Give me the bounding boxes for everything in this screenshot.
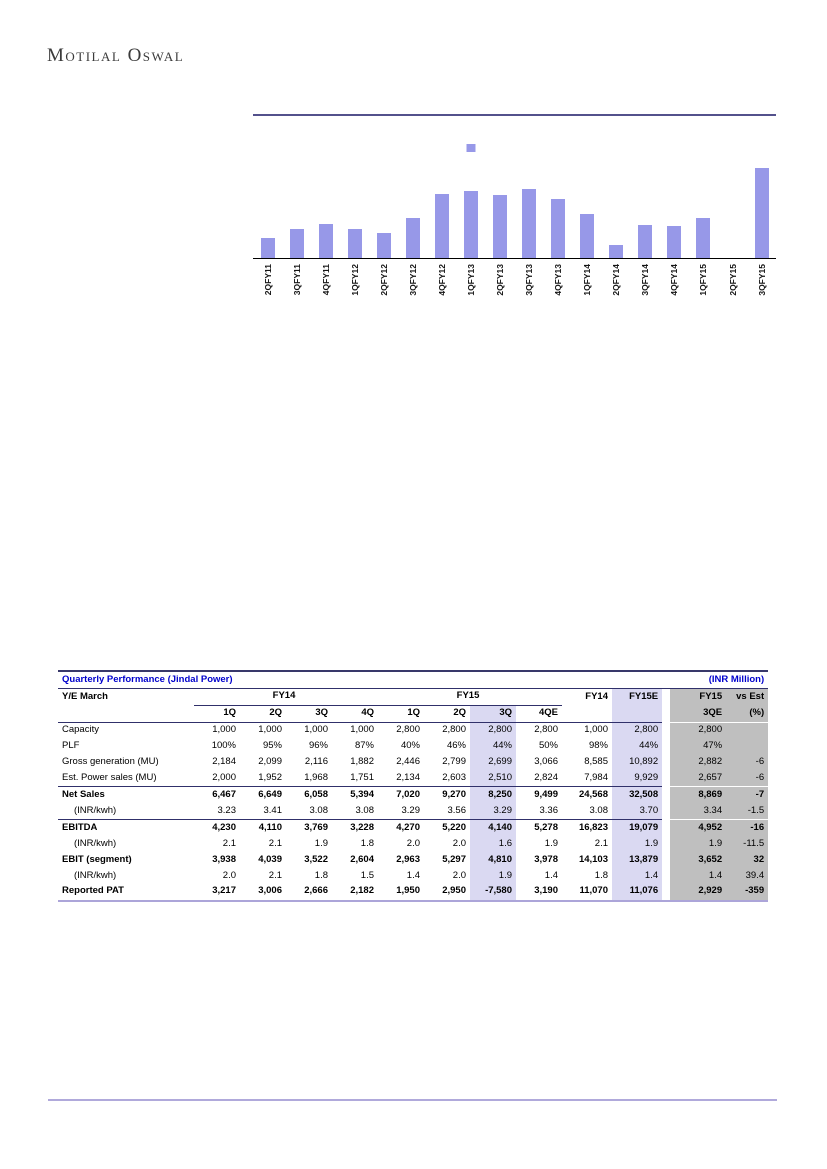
value-cell: 1,882 [350,756,374,768]
value-cell: 87% [354,740,374,752]
q-header: 1Q [378,705,424,722]
x-tick-slot [253,264,282,314]
value-cell: 1.4 [612,868,662,884]
ye-march-label: Y/E March [62,690,108,702]
q-header: 2Q [424,705,470,722]
value-cell: 13,879 [612,852,662,868]
value-cell: 3.08 [562,803,612,819]
value-cell: 3,006 [258,885,282,897]
x-tick-label: 2QFY12 [378,264,389,296]
x-tick-slot [456,264,485,314]
value-cell: 2.1 [222,837,236,849]
bar-3QFY13 [522,189,536,258]
value-cell: 2,699 [470,755,516,771]
bar-slot [311,116,340,258]
value-cell: 2,666 [304,885,328,897]
value-cell: 2,603 [424,771,470,787]
bar-slot [253,116,282,258]
value-cell: 4,270 [396,821,420,833]
value-cell: 3.08 [286,803,332,819]
value-cell: 1,968 [286,771,332,787]
value-cell: -7,580 [470,884,516,900]
bar-slot [282,116,311,258]
value-cell: -7 [726,787,768,803]
table-row [58,739,768,755]
bar-chart [253,114,776,314]
value-cell: 2.0 [452,837,466,849]
value-cell: 6,058 [304,788,328,800]
value-cell: 1.9 [470,868,516,884]
bar-3QFY12 [406,218,420,258]
value-cell: 2,799 [442,756,466,768]
value-cell: 2,929 [670,884,726,900]
bar-1QFY13 [464,191,478,258]
x-tick-label: 1QFY14 [582,264,593,296]
value-cell: 4,230 [212,821,236,833]
bar-slot [340,116,369,258]
x-tick-label: 2QFY13 [495,264,506,296]
bar-slot [573,116,602,258]
spacer [662,820,670,836]
spacer [662,705,670,722]
gray-vsest-header: vs Est [726,688,768,705]
bar-slot [544,116,573,258]
value-cell: 4,952 [670,820,726,836]
bar-slot [631,116,660,258]
x-tick-label: 1QFY12 [349,264,360,296]
bar-3QFY11 [290,229,304,258]
x-tick-label: 3QFY11 [291,264,302,296]
value-cell [726,739,768,755]
row-label: (INR/kwh) [58,803,194,819]
gray-fy15-header: FY15 [670,688,726,705]
table-row [58,852,768,868]
value-cell: 98% [588,740,608,752]
table-title: Quarterly Performance (Jindal Power) [58,672,662,688]
bar-slot [718,116,747,258]
value-cell: 2,000 [194,771,240,787]
value-cell: 2,800 [670,722,726,738]
fy14-annual-header: FY14 [585,690,608,702]
value-cell: 4,810 [470,852,516,868]
gray-3qe-header: 3QE [670,705,726,722]
value-cell: 3,217 [212,885,236,897]
value-cell: -11.5 [726,836,768,852]
value-cell: 44% [612,739,662,755]
value-cell: 1.4 [406,869,420,881]
empty-cell [612,705,662,722]
row-label: (INR/kwh) [74,837,117,849]
value-cell: 11,076 [612,884,662,900]
value-cell: 40% [400,740,420,752]
value-cell: 96% [308,740,328,752]
empty-cell [562,705,612,722]
x-tick-slot [340,264,369,314]
table-head-rows [58,672,768,722]
value-cell: 9,929 [612,771,662,787]
value-cell: 39.4 [726,868,768,884]
value-cell: 8,869 [670,787,726,803]
row-label: EBIT (segment) [62,853,132,865]
x-tick-label: 2QFY14 [611,264,622,296]
value-cell: 3,190 [534,885,558,897]
value-cell: 11,070 [579,885,608,897]
value-cell: 3.36 [516,803,562,819]
value-cell: 9,499 [534,788,558,800]
motilal-oswal-logo: Motilal Oswal [47,45,185,66]
value-cell: 2,950 [442,885,466,897]
value-cell: 32 [726,852,768,868]
value-cell: 1.8 [594,869,608,881]
table-row [58,868,768,884]
table-row [58,820,768,836]
value-cell: 50% [538,740,558,752]
value-cell: 1,000 [304,724,328,736]
q-header: 4Q [332,705,378,722]
value-cell: 5,394 [350,788,374,800]
table-row [58,787,768,803]
bar-2QFY14 [609,245,623,258]
value-cell: 46% [446,740,466,752]
x-tick-slot [486,264,515,314]
value-cell: 3,938 [212,853,236,865]
spacer [662,672,670,688]
fy14-span-header: FY14 [194,688,378,705]
value-cell: 3,769 [304,821,328,833]
bar-2QFY12 [377,233,391,258]
bar-slot [486,116,515,258]
x-tick-slot [631,264,660,314]
value-cell: 1.5 [360,869,374,881]
value-cell: 2.0 [406,837,420,849]
x-tick-label: 1QFY15 [698,264,709,296]
spacer [662,803,670,819]
x-tick-label: 2QFY15 [727,264,738,296]
value-cell: 2,182 [350,885,374,897]
value-cell: 2,800 [442,724,466,736]
value-cell: 4,110 [258,821,282,833]
q-header: 4QE [516,705,562,722]
row-label: Capacity [62,724,99,736]
bar-slot [660,116,689,258]
x-tick-slot [689,264,718,314]
table-row [58,836,768,852]
value-cell: 2,800 [534,724,558,736]
row-label: (INR/kwh) [74,869,117,881]
value-cell: 2,604 [350,853,374,865]
value-cell: 2.1 [268,837,282,849]
bar-slot [398,116,427,258]
value-cell: 1.8 [314,869,328,881]
x-tick-slot [718,264,747,314]
empty-cell [58,705,194,722]
value-cell: 100% [211,740,236,752]
spacer [662,771,670,787]
fy15-span-header: FY15 [378,688,562,705]
value-cell: 3.29 [378,803,424,819]
q-header: 3Q [286,705,332,722]
value-cell: 1,000 [212,724,236,736]
value-cell: 3.70 [612,803,662,819]
bar-slot [602,116,631,258]
value-cell: 2.0 [452,869,466,881]
spacer [662,787,670,803]
bar-slot [427,116,456,258]
x-tick-slot [311,264,340,314]
x-tick-label: 3QFY13 [524,264,535,296]
table-row [58,803,768,819]
chart-x-axis-labels [253,264,776,314]
table-row [58,755,768,771]
x-tick-label: 3QFY12 [407,264,418,296]
value-cell: 44% [470,739,516,755]
value-cell: 1,952 [240,771,286,787]
row-label: PLF [62,740,80,752]
value-cell: 8,585 [584,756,608,768]
x-tick-slot [369,264,398,314]
bar-3QFY14 [638,225,652,258]
value-cell: 3,978 [534,853,558,865]
x-tick-label: 4QFY13 [553,264,564,296]
value-cell: 5,220 [442,821,466,833]
value-cell: -6 [726,771,768,787]
table-title-row [58,672,768,688]
value-cell: 1,000 [258,724,282,736]
value-cell: 5,297 [442,853,466,865]
value-cell: 1,950 [396,885,420,897]
x-tick-label: 4QFY12 [436,264,447,296]
value-cell: 3.41 [240,803,286,819]
value-cell: 2,963 [396,853,420,865]
x-tick-slot [747,264,776,314]
q-header: 1Q [194,705,240,722]
spacer [662,739,670,755]
chart-plot-area [253,116,776,259]
value-cell: 2,882 [670,755,726,771]
bar-1QFY12 [348,229,362,258]
value-cell: 1.9 [544,837,558,849]
value-cell: 3.34 [670,803,726,819]
x-tick-slot [660,264,689,314]
row-label: Est. Power sales (MU) [58,771,194,787]
spacer [662,868,670,884]
value-cell: 3.29 [470,803,516,819]
row-label: Gross generation (MU) [62,756,159,768]
value-cell: 4,140 [470,820,516,836]
q-header: 2Q [240,705,286,722]
value-cell: 3.08 [332,803,378,819]
table-body [58,722,768,900]
value-cell: 14,103 [578,853,608,865]
value-cell: 2,800 [612,722,662,738]
bar-1QFY14 [580,214,594,258]
x-tick-label: 3QFY15 [756,264,767,296]
bar-slot [515,116,544,258]
value-cell: 9,270 [442,788,466,800]
value-cell: 1,000 [350,724,374,736]
bar-4QFY14 [667,226,681,258]
x-tick-slot [573,264,602,314]
value-cell: 2,184 [212,756,236,768]
bar-4QFY13 [551,199,565,258]
value-cell: 3,522 [304,853,328,865]
spacer [662,688,670,705]
value-cell: 2,800 [396,724,420,736]
row-label: Reported PAT [62,885,124,897]
value-cell: 47% [670,739,726,755]
value-cell: 3.23 [194,803,240,819]
x-tick-slot [427,264,456,314]
value-cell: 2,800 [470,722,516,738]
value-cell: 2,824 [516,771,562,787]
value-cell: 3,228 [350,821,374,833]
bar-slot [747,116,776,258]
value-cell: 4,039 [258,853,282,865]
value-cell: 5,278 [534,821,558,833]
q-header-3q-highlight: 3Q [470,705,516,722]
value-cell: 3,066 [534,756,558,768]
value-cell: 6,649 [258,788,282,800]
footer-divider-line [48,1099,777,1101]
gray-pct-header: (%) [726,705,768,722]
value-cell: 2.1 [268,869,282,881]
value-cell: -6 [726,755,768,771]
x-tick-slot [515,264,544,314]
value-cell: 2,657 [670,771,726,787]
fy15e-header: FY15E [612,688,662,705]
value-cell: -359 [726,884,768,900]
value-cell [726,722,768,738]
bar-2QFY11 [261,238,275,258]
value-cell: 2.0 [222,869,236,881]
bar-3QFY15 [755,168,769,258]
value-cell: 2,446 [396,756,420,768]
value-cell: 1.9 [612,836,662,852]
x-tick-slot [544,264,573,314]
bar-slot [689,116,718,258]
value-cell: -16 [726,820,768,836]
value-cell: 16,823 [578,821,608,833]
table-unit: (INR Million) [670,672,768,688]
value-cell: 1,751 [332,771,378,787]
row-label: Net Sales [62,788,105,800]
bar-4QFY12 [435,194,449,258]
value-cell: 2,510 [470,771,516,787]
bar-2QFY13 [493,195,507,258]
value-cell: 7,984 [562,771,612,787]
spacer [662,852,670,868]
value-cell: 6,467 [212,788,236,800]
value-cell: 8,250 [470,787,516,803]
value-cell: 95% [262,740,282,752]
value-cell: 10,892 [612,755,662,771]
table-row [58,771,768,787]
value-cell: 1.6 [470,836,516,852]
value-cell: 2,099 [258,756,282,768]
value-cell: 1.8 [360,837,374,849]
x-tick-label: 4QFY11 [320,264,331,296]
spacer [662,722,670,738]
table-row [58,884,768,900]
value-cell: 2.1 [594,837,608,849]
x-tick-label: 3QFY14 [640,264,651,296]
x-tick-label: 1QFY13 [465,264,476,296]
value-cell: -1.5 [726,803,768,819]
row-label: EBITDA [62,821,98,833]
x-tick-slot [602,264,631,314]
spacer [662,884,670,900]
value-cell: 1.4 [544,869,558,881]
value-cell: 1,000 [584,724,608,736]
value-cell: 7,020 [396,788,420,800]
x-tick-slot [398,264,427,314]
x-tick-slot [282,264,311,314]
value-cell: 1.4 [670,868,726,884]
value-cell: 3.56 [424,803,470,819]
spacer [662,836,670,852]
x-tick-label: 2QFY11 [262,264,273,296]
quarter-header-row [58,705,768,722]
bar-1QFY15 [696,218,710,258]
value-cell: 24,568 [578,788,608,800]
value-cell: 2,116 [304,756,328,768]
table-row [58,722,768,738]
outlier-marker [466,144,475,152]
spacer [662,755,670,771]
value-cell: 1.9 [670,836,726,852]
x-tick-label: 4QFY14 [669,264,680,296]
value-cell: 3,652 [670,852,726,868]
bar-4QFY11 [319,224,333,258]
value-cell: 2,134 [378,771,424,787]
value-cell: 19,079 [612,820,662,836]
value-cell: 1.9 [314,837,328,849]
bar-slot [456,116,485,258]
fy-span-row [58,688,768,705]
value-cell: 32,508 [612,787,662,803]
bar-slot [369,116,398,258]
quarterly-performance-table [58,670,768,902]
